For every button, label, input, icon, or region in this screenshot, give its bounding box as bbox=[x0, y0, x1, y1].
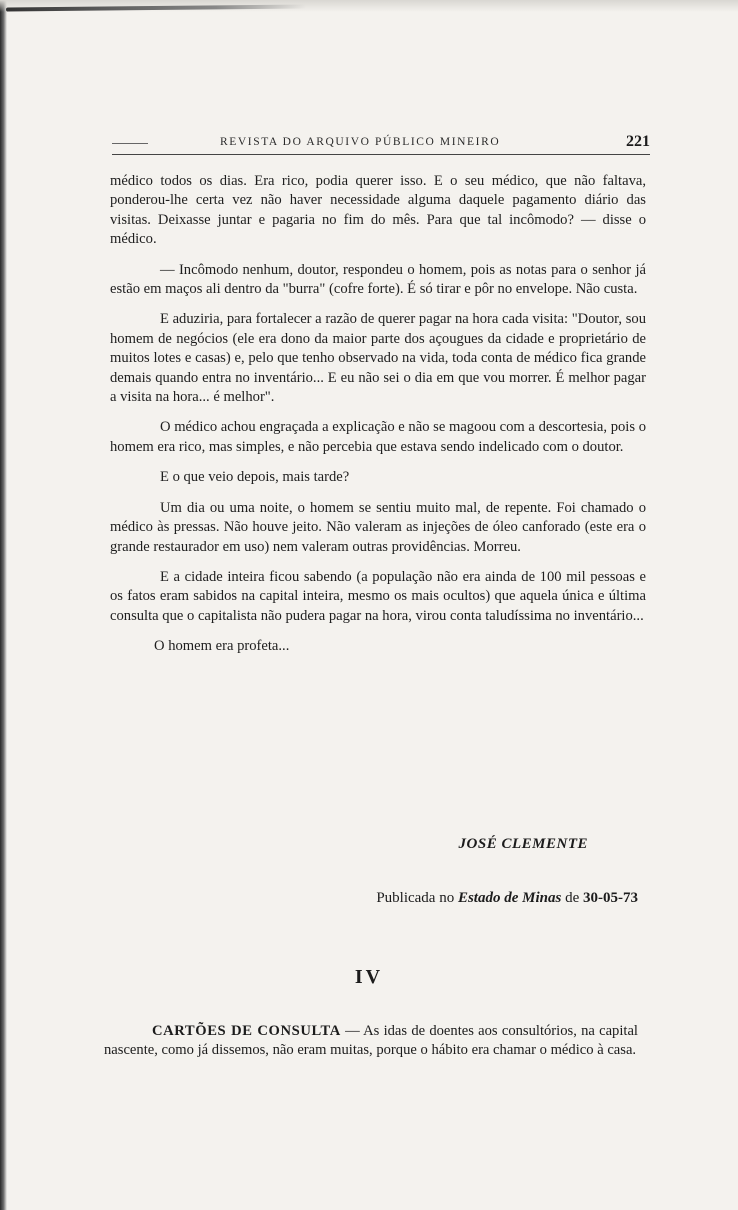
section-body bbox=[104, 1022, 638, 1061]
running-header bbox=[112, 134, 650, 158]
article-body bbox=[110, 172, 646, 673]
section-numeral: IV bbox=[354, 966, 384, 988]
paragraph: Um dia ou uma noite, o homem se sentiu muito mal, de repente. Foi chamado o médico às pressas. Não houve jeito. Não valeram as injeções de óleo canforado (este era o grande restaurador em uso) nem valeram outras providências. Morreu. bbox=[110, 499, 646, 555]
paragraph: E aduziria, para fortalecer a razão de querer pagar na hora cada visita: "Doutor, sou homem de negócios (ele era dono da maior parte dos açougues da cidade e proprietário de muitos lotes e casas) e, pelo que tenho observado na vida, toda conta de médico fica grande demais quando entra no inventário... E eu não sei o dia em que vou morrer. É melhor pagar a visita na hora... é melhor". bbox=[110, 311, 646, 406]
publication-date: 30-05-73 bbox=[583, 890, 638, 906]
publication-mid: de bbox=[565, 890, 580, 906]
author-signature: JOSÉ CLEMENTE bbox=[458, 836, 588, 852]
publication-source: Estado de Minas bbox=[457, 890, 562, 906]
running-title: REVISTA DO ARQUIVO PÚBLICO MINEIRO bbox=[220, 136, 501, 148]
paragraph: E a cidade inteira ficou sabendo (a população não era ainda de 100 mil pessoas e os fatos eram sabidos na capital inteira, mesmo os mais ocultos) que aquela única e última consulta que o capitalista não pudera pagar na hora, virou conta taludíssima no inventário... bbox=[110, 568, 646, 624]
paragraph: médico todos os dias. Era rico, podia querer isso. E o seu médico, que não faltava, ponderou-lhe certa vez não haver necessidade alguma daquele pagamento diário das visitas. Deixasse juntar e pagaria no fim do mês. Para que tal incômodo? — disse o médico. bbox=[110, 173, 646, 248]
section-lead: CARTÕES DE CONSULTA bbox=[152, 1023, 341, 1039]
section-heading bbox=[0, 966, 738, 989]
publication-note bbox=[110, 890, 638, 907]
paragraph bbox=[104, 1022, 638, 1061]
page-edge-shadow bbox=[0, 0, 7, 1210]
header-dash bbox=[112, 143, 148, 144]
paragraph: E o que veio depois, mais tarde? bbox=[160, 469, 350, 486]
paragraph: — Incômodo nenhum, doutor, respondeu o homem, pois as notas para o senhor já estão em maços ali dentro da "burra" (cofre forte). É só tirar e pôr no envelope. Não custa. bbox=[110, 261, 646, 298]
publication-prefix: Publicada no bbox=[376, 890, 455, 906]
paragraph: O homem era profeta... bbox=[154, 638, 290, 655]
page-number: 221 bbox=[626, 133, 650, 150]
section-text: — As idas de doentes aos consultórios, na capital nascente, como já dissemos, não eram muitas, porque o hábito era chamar o médico à casa. bbox=[104, 1023, 638, 1059]
header-rule bbox=[112, 154, 650, 155]
paragraph: O médico achou engraçada a explicação e não se magoou com a descortesia, pois o homem era rico, mas simples, e não percebia que estava sendo indelicado com o doutor. bbox=[110, 419, 646, 455]
